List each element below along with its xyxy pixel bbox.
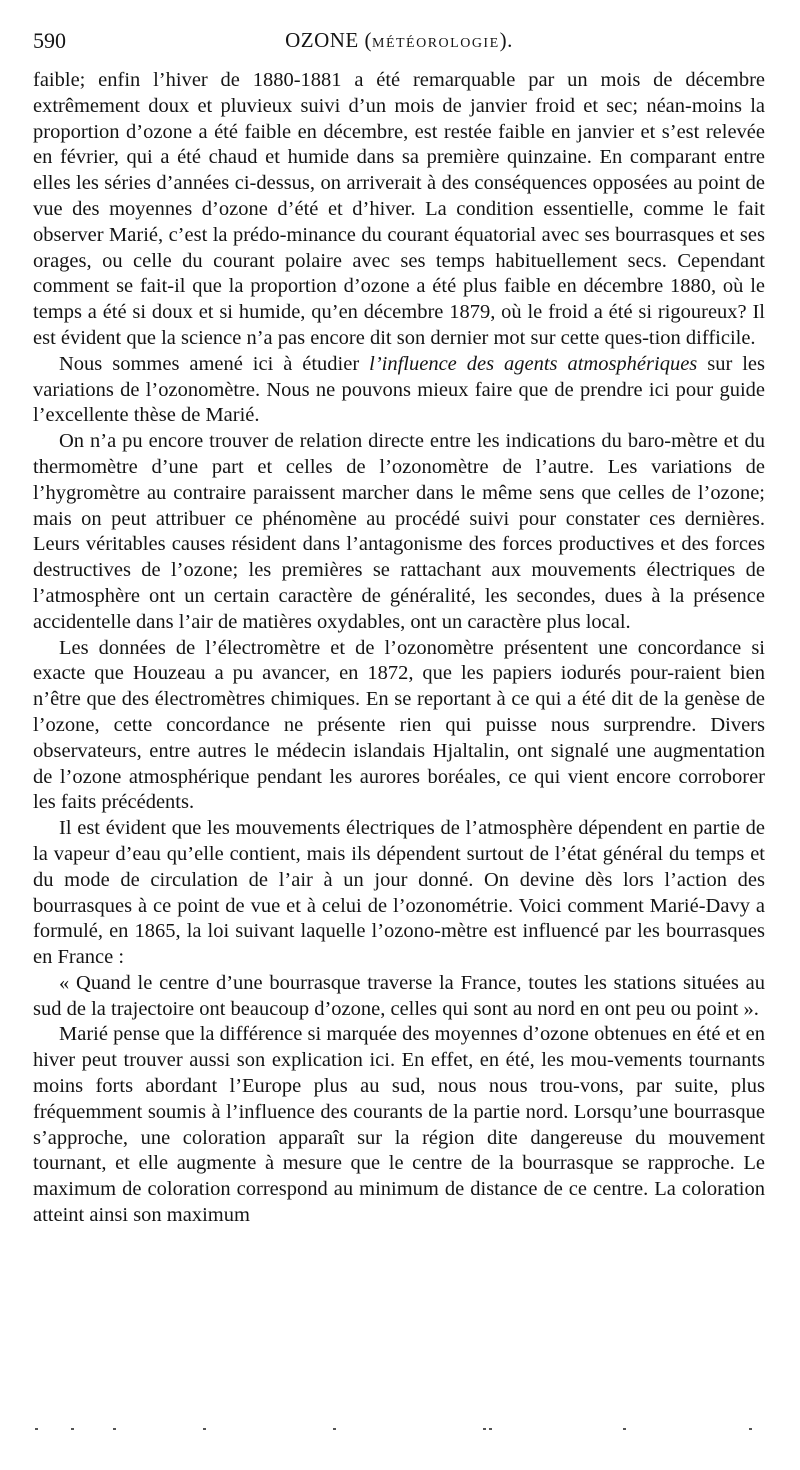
scan-speck — [483, 1428, 486, 1430]
running-header — [33, 28, 765, 58]
scan-speck — [35, 1428, 38, 1430]
text-run: Nous sommes amené ici à étudier — [59, 352, 370, 375]
scan-speck — [71, 1428, 74, 1430]
scan-speck — [489, 1428, 492, 1430]
scan-speck — [623, 1428, 626, 1430]
running-title-subject: MÉTÉOROLOGIE — [372, 36, 500, 51]
running-title-main: OZONE — [285, 28, 359, 52]
text-run: « Quand le centre d’une bourrasque traverse la France, toutes les stations situées au sud de la trajectoire ont beaucoup d’ozone, celles qui sont au nord en ont peu ou point ». — [33, 971, 765, 1020]
text-run: faible; enfin l’hiver de 1880-1881 a été remarquable par un mois de décembre extrêmement doux et pluvieux suivi d’un mois de janvier froid et sec; néan-moins la proportion d’ozone a été faible en décembre, est restée faible en janvier et s’est relevée en février, qui a été chaud et humide dans sa première quinzaine. En comparant entre elles les séries d’années ci-dessus, on arriverait à des conséquences opposées au point de vue des moyennes d’ozone d’été et d’hiver. La condition essentielle, comme le fait observer Marié, c’est la prédo-minance du courant équatorial avec ses bourrasques et ses orages, ou celle du courant polaire avec ses temps habituellement secs. Cependant comment se fait-il que la proportion d’ozone a été plus faible en décembre 1880, où le temps a été si doux et si humide, qu’en décembre 1879, où le froid a été si rigoureux? Il est évident que la science n’a pas encore dit son dernier mot sur cette ques-tion difficile. — [33, 69, 765, 349]
text-run: Il est évident que les mouvements électriques de l’atmosphère dépendent en partie de la vapeur d’eau qu’elle contient, mais ils dépendent surtout de l’état général du temps et du mode de circulation de l’air à un jour donné. On devine dès lors l’action des bourrasques à ce point de vue et à celui de l’ozonométrie. Voici comment Marié-Davy a formulé, en 1865, la loi suivant laquelle l’ozono-mètre est influencé par les bourrasques en France : — [33, 817, 765, 969]
scan-speck — [113, 1428, 116, 1430]
paragraph — [33, 1022, 765, 1228]
running-title-paren-open: ( — [358, 28, 372, 52]
italic-phrase: l’influence des agents atmosphériques — [369, 352, 698, 375]
paragraph — [33, 971, 765, 1023]
running-title — [33, 28, 765, 53]
text-run: On n’a pu encore trouver de relation directe entre les indications du baro-mètre et du thermomètre d’une part et celles de l’ozonomètre de l’autre. Les variations de l’hygromètre au contraire paraissent marcher dans le même sens que celles de l’ozone; mais on peut attribuer ce phénomène au procédé suivi pour constater ces dernières. Leurs véritables causes résident dans l’antagonisme des forces productives et des forces destructives de l’ozone; les premières se rattachant aux mouvements électriques de l’atmosphère ont un certain caractère de généralité, les secondes, dues à la présence accidentelle dans l’air de matières oxydables, ont un caractère plus local. — [33, 430, 765, 633]
scan-speck — [333, 1428, 336, 1430]
text-run: Les données de l’électromètre et de l’ozonomètre présentent une concordance si exacte que Houzeau a pu avancer, en 1872, que les papiers iodurés pour-raient bien n’être que des électromètres chimiques. En se reportant à ce qui a été dit de la genèse de l’ozone, cette concordance ne présente rien qui puisse nous surprendre. Divers observateurs, entre autres le médecin islandais Hjaltalin, ont signalé une augmentation de l’ozone atmosphérique pendant les aurores boréales, ce qui vient encore corroborer les faits précédents. — [33, 636, 765, 814]
scan-specks — [33, 1428, 765, 1438]
body-text — [33, 68, 765, 1229]
scan-speck — [203, 1428, 206, 1430]
page-number: 590 — [33, 28, 66, 53]
book-page — [33, 28, 765, 1229]
paragraph — [33, 636, 765, 817]
running-title-paren-close: ). — [499, 28, 513, 52]
paragraph — [33, 68, 765, 352]
scan-speck — [749, 1428, 752, 1430]
text-run: sur les variations de l’ozonomètre. Nous ne pouvons mieux faire que de prendre ici pour guide l’excellente thèse de Marié. — [33, 352, 765, 427]
paragraph — [33, 429, 765, 635]
paragraph — [33, 352, 765, 429]
text-run: Marié pense que la différence si marquée des moyennes d’ozone obtenues en été et en hiver peut trouver aussi son explication ici. En effet, en été, les mou-vements tournants moins forts abordant l’Europe plus au sud, nous nous trou-vons, par suite, plus fréquemment soumis à l’influence des courants de la partie nord. Lorsqu’une bourrasque s’approche, une coloration apparaît sur la région dite dangereuse du mouvement tournant, et elle augmente à mesure que le centre de la bourrasque se rapproche. Le maximum de coloration correspond au minimum de distance de ce centre. La coloration atteint ainsi son maximum — [33, 1023, 765, 1227]
paragraph — [33, 816, 765, 971]
